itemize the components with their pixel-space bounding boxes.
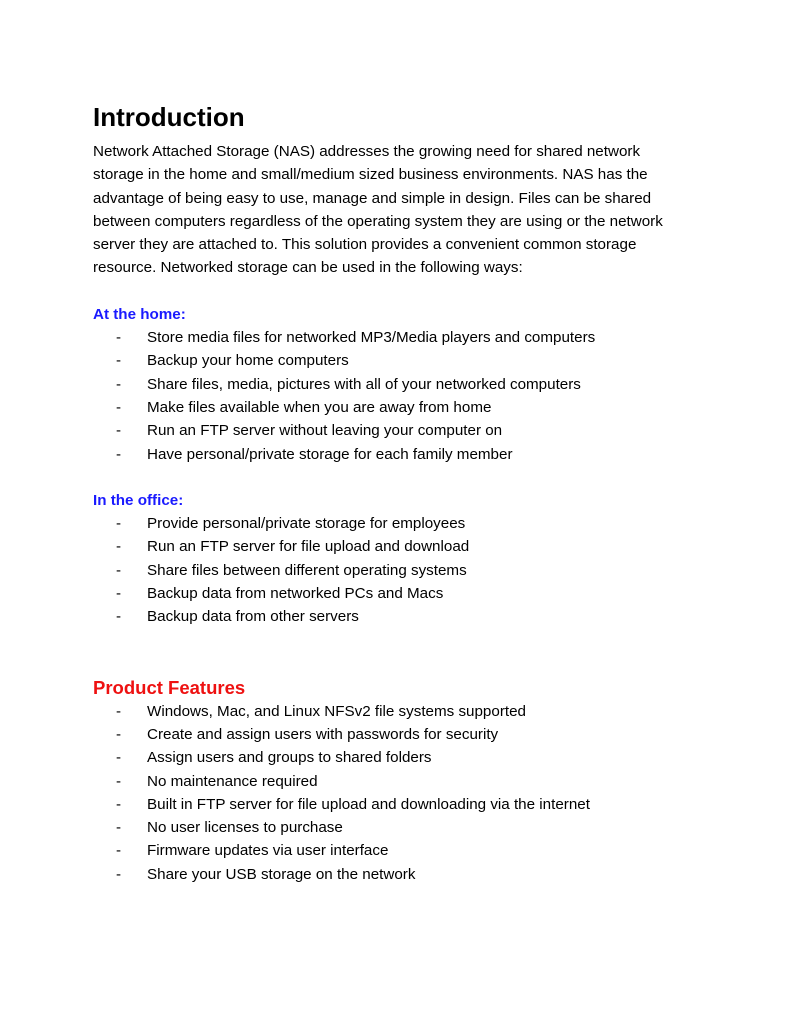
features-section [93, 676, 693, 886]
list-item-text: Make files available when you are away from home [147, 398, 492, 416]
list-item-text: Windows, Mac, and Linux NFSv2 file systems supported [147, 702, 526, 720]
list-item [93, 419, 693, 442]
list-item [93, 746, 693, 769]
features-list [93, 700, 693, 886]
list-item-text: Share your USB storage on the network [147, 865, 416, 883]
document-content [93, 98, 693, 886]
list-item [93, 396, 693, 419]
bullet-dash: - [116, 375, 122, 393]
intro-paragraph: Network Attached Storage (NAS) addresses the growing need for shared network storage in the home and small/medium sized business environments. NAS has the advantage of being easy to use, manage and simple in design. Files can be shared between computers regardless of the operating system they are using or the network server they are attached to. This solution provides a convenient common storage resource. Networked storage can be used in the following ways: [93, 143, 663, 277]
list-item-text: Create and assign users with passwords for security [147, 725, 499, 743]
list-item [93, 535, 693, 558]
list-item-text: Run an FTP server without leaving your computer on [147, 422, 503, 440]
bullet-dash: - [116, 329, 122, 347]
list-item [93, 582, 693, 605]
list-item [93, 839, 693, 862]
list-item-text: Provide personal/private storage for employees [147, 515, 466, 533]
bullet-dash: - [116, 422, 122, 440]
bullet-dash: - [116, 445, 122, 463]
list-item-text: Share files, media, pictures with all of your networked computers [147, 375, 581, 393]
list-item-text: No maintenance required [147, 772, 318, 790]
list-item [93, 512, 693, 535]
list-item [93, 559, 693, 582]
bullet-dash: - [116, 515, 122, 533]
bullet-dash: - [116, 772, 122, 790]
bullet-dash: - [116, 702, 122, 720]
list-item [93, 863, 693, 886]
home-heading: At the home: [93, 305, 186, 323]
list-item [93, 793, 693, 816]
bullet-dash: - [116, 819, 122, 837]
list-item-text: Backup data from networked PCs and Macs [147, 585, 444, 603]
list-item [93, 326, 693, 349]
list-item-text: Share files between different operating systems [147, 561, 467, 579]
bullet-dash: - [116, 865, 122, 883]
list-item-text: Backup your home computers [147, 352, 349, 370]
list-item [93, 605, 693, 628]
list-item-text: Store media files for networked MP3/Media players and computers [147, 329, 596, 347]
bullet-dash: - [116, 749, 122, 767]
bullet-dash: - [116, 561, 122, 579]
bullet-dash: - [116, 538, 122, 556]
bullet-dash: - [116, 725, 122, 743]
office-list [93, 512, 693, 628]
list-item-text: Have personal/private storage for each family member [147, 445, 513, 463]
list-item [93, 723, 693, 746]
list-item [93, 816, 693, 839]
office-heading: In the office: [93, 491, 184, 509]
bullet-dash: - [116, 795, 122, 813]
list-item [93, 443, 693, 466]
list-item-text: Run an FTP server for file upload and download [147, 538, 470, 556]
list-item-text: Built in FTP server for file upload and downloading via the internet [147, 795, 590, 813]
bullet-dash: - [116, 585, 122, 603]
list-item [93, 770, 693, 793]
bullet-dash: - [116, 608, 122, 626]
features-heading: Product Features [93, 676, 246, 698]
home-list [93, 326, 693, 466]
list-item-text: No user licenses to purchase [147, 819, 343, 837]
office-section [93, 489, 693, 629]
intro-title: Introduction [93, 102, 245, 132]
home-section [93, 303, 693, 466]
bullet-dash: - [116, 842, 122, 860]
bullet-dash: - [116, 352, 122, 370]
list-item-text: Backup data from other servers [147, 608, 359, 626]
list-item [93, 700, 693, 723]
bullet-dash: - [116, 398, 122, 416]
list-item [93, 349, 693, 372]
list-item-text: Firmware updates via user interface [147, 842, 389, 860]
list-item [93, 373, 693, 396]
list-item-text: Assign users and groups to shared folders [147, 749, 432, 767]
